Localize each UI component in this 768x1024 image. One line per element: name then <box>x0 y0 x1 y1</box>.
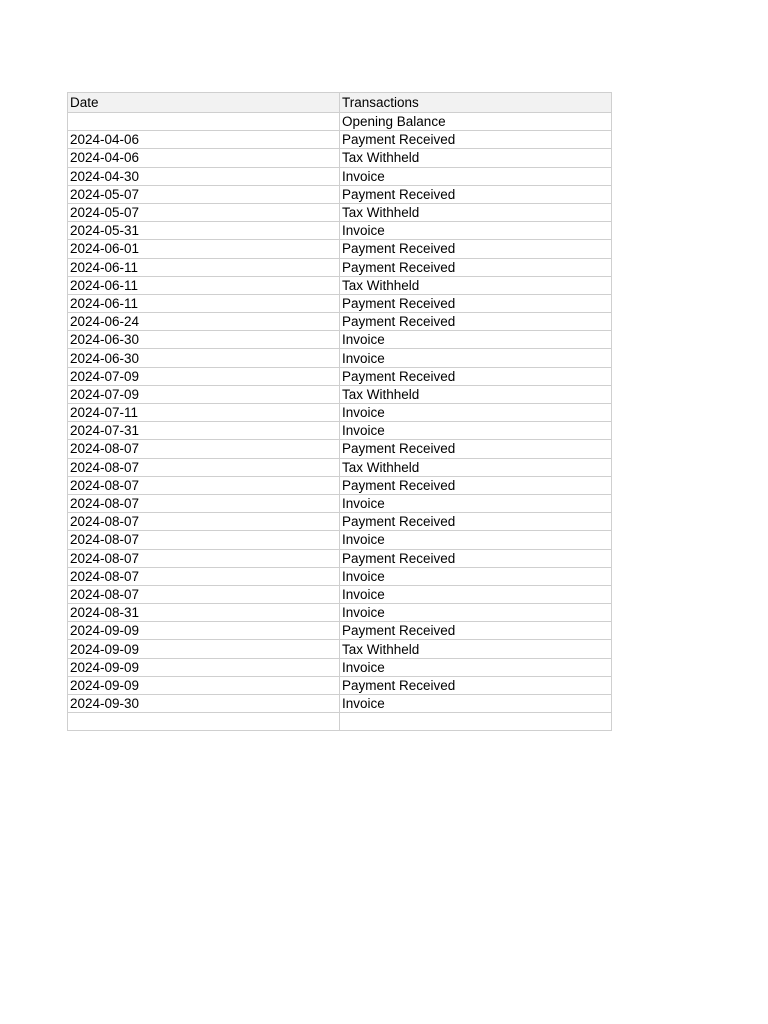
date-cell[interactable]: 2024-06-01 <box>68 240 340 258</box>
table-row <box>68 695 612 713</box>
date-cell[interactable]: 2024-06-30 <box>68 349 340 367</box>
date-cell[interactable]: 2024-08-07 <box>68 585 340 603</box>
table-row <box>68 713 612 731</box>
table-row <box>68 131 612 149</box>
date-cell[interactable]: 2024-08-07 <box>68 440 340 458</box>
transaction-cell[interactable]: Payment Received <box>340 313 612 331</box>
table-row <box>68 604 612 622</box>
transaction-cell[interactable]: Payment Received <box>340 476 612 494</box>
date-cell[interactable]: 2024-08-07 <box>68 494 340 512</box>
date-cell[interactable]: 2024-04-06 <box>68 131 340 149</box>
date-cell[interactable]: 2024-05-31 <box>68 222 340 240</box>
transaction-cell[interactable]: Invoice <box>340 585 612 603</box>
table-row <box>68 440 612 458</box>
table-row <box>68 676 612 694</box>
transaction-cell[interactable]: Payment Received <box>340 294 612 312</box>
table-row <box>68 331 612 349</box>
date-cell[interactable]: 2024-06-24 <box>68 313 340 331</box>
date-cell[interactable]: 2024-06-30 <box>68 331 340 349</box>
transaction-cell[interactable]: Payment Received <box>340 258 612 276</box>
table-row <box>68 422 612 440</box>
transaction-cell[interactable]: Payment Received <box>340 240 612 258</box>
date-cell[interactable]: 2024-07-11 <box>68 404 340 422</box>
transaction-cell[interactable]: Tax Withheld <box>340 458 612 476</box>
date-cell[interactable]: 2024-09-30 <box>68 695 340 713</box>
date-cell[interactable]: 2024-05-07 <box>68 185 340 203</box>
transaction-cell[interactable]: Tax Withheld <box>340 385 612 403</box>
date-cell[interactable]: 2024-08-07 <box>68 476 340 494</box>
date-cell[interactable]: 2024-07-09 <box>68 385 340 403</box>
table-row <box>68 185 612 203</box>
transaction-cell[interactable]: Invoice <box>340 349 612 367</box>
transaction-cell[interactable]: Invoice <box>340 422 612 440</box>
table-row <box>68 203 612 221</box>
table-row <box>68 222 612 240</box>
date-column-header: Date <box>68 93 340 113</box>
transaction-cell[interactable]: Payment Received <box>340 676 612 694</box>
table-row <box>68 113 612 131</box>
table-row <box>68 367 612 385</box>
date-cell[interactable] <box>68 713 340 731</box>
transaction-cell[interactable]: Invoice <box>340 494 612 512</box>
transaction-cell[interactable]: Invoice <box>340 658 612 676</box>
table-row <box>68 476 612 494</box>
date-cell[interactable]: 2024-08-07 <box>68 531 340 549</box>
table-row <box>68 640 612 658</box>
transaction-cell[interactable]: Invoice <box>340 331 612 349</box>
date-cell[interactable]: 2024-08-07 <box>68 549 340 567</box>
transactions-table <box>67 92 612 731</box>
transaction-cell[interactable]: Payment Received <box>340 440 612 458</box>
table-row <box>68 240 612 258</box>
table-row <box>68 385 612 403</box>
transaction-cell[interactable] <box>340 713 612 731</box>
transaction-cell[interactable]: Invoice <box>340 695 612 713</box>
table-body <box>68 113 612 731</box>
date-cell[interactable]: 2024-09-09 <box>68 676 340 694</box>
ledger-sheet <box>67 92 611 731</box>
transaction-cell[interactable]: Tax Withheld <box>340 276 612 294</box>
table-row <box>68 404 612 422</box>
table-row <box>68 585 612 603</box>
date-cell[interactable]: 2024-07-09 <box>68 367 340 385</box>
table-row <box>68 167 612 185</box>
transaction-cell[interactable]: Payment Received <box>340 185 612 203</box>
date-cell[interactable]: 2024-05-07 <box>68 203 340 221</box>
table-row <box>68 531 612 549</box>
table-row <box>68 658 612 676</box>
date-cell[interactable]: 2024-06-11 <box>68 294 340 312</box>
date-cell[interactable]: 2024-07-31 <box>68 422 340 440</box>
transaction-cell[interactable]: Payment Received <box>340 513 612 531</box>
date-cell[interactable]: 2024-04-30 <box>68 167 340 185</box>
transaction-cell[interactable]: Payment Received <box>340 549 612 567</box>
table-row <box>68 494 612 512</box>
header-row <box>68 93 612 113</box>
transaction-cell[interactable]: Invoice <box>340 567 612 585</box>
date-cell[interactable]: 2024-08-07 <box>68 513 340 531</box>
date-cell[interactable]: 2024-09-09 <box>68 658 340 676</box>
transaction-cell[interactable]: Invoice <box>340 167 612 185</box>
table-row <box>68 458 612 476</box>
date-cell[interactable]: 2024-08-31 <box>68 604 340 622</box>
transaction-cell[interactable]: Tax Withheld <box>340 149 612 167</box>
date-cell[interactable]: 2024-09-09 <box>68 640 340 658</box>
transaction-cell[interactable]: Tax Withheld <box>340 203 612 221</box>
date-cell[interactable]: 2024-08-07 <box>68 458 340 476</box>
table-row <box>68 276 612 294</box>
transaction-cell[interactable]: Payment Received <box>340 622 612 640</box>
transaction-cell[interactable]: Payment Received <box>340 367 612 385</box>
transaction-cell[interactable]: Invoice <box>340 404 612 422</box>
table-row <box>68 622 612 640</box>
table-row <box>68 549 612 567</box>
date-cell[interactable]: 2024-04-06 <box>68 149 340 167</box>
table-row <box>68 149 612 167</box>
transaction-cell[interactable]: Invoice <box>340 531 612 549</box>
date-cell[interactable]: 2024-06-11 <box>68 276 340 294</box>
date-cell[interactable] <box>68 113 340 131</box>
date-cell[interactable]: 2024-06-11 <box>68 258 340 276</box>
date-cell[interactable]: 2024-08-07 <box>68 567 340 585</box>
table-row <box>68 349 612 367</box>
transaction-cell[interactable]: Payment Received <box>340 131 612 149</box>
table-row <box>68 513 612 531</box>
table-row <box>68 258 612 276</box>
table-row <box>68 294 612 312</box>
transaction-cell[interactable]: Invoice <box>340 222 612 240</box>
transaction-cell[interactable]: Tax Withheld <box>340 640 612 658</box>
transaction-cell[interactable]: Invoice <box>340 604 612 622</box>
date-cell[interactable]: 2024-09-09 <box>68 622 340 640</box>
transaction-cell[interactable]: Opening Balance <box>340 113 612 131</box>
table-row <box>68 313 612 331</box>
table-row <box>68 567 612 585</box>
transactions-column-header: Transactions <box>340 93 612 113</box>
